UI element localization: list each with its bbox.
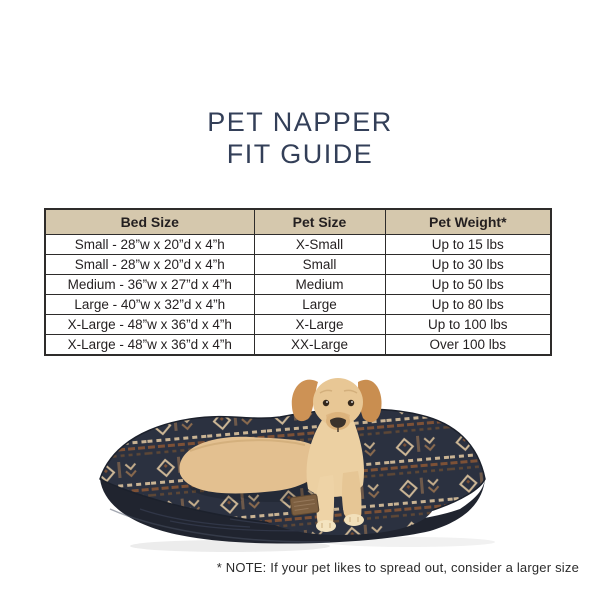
title-line-2: FIT GUIDE xyxy=(226,139,374,169)
pet-size-cell: X-Small xyxy=(254,235,385,255)
table-row xyxy=(45,275,551,295)
pet-weight-cell: Up to 100 lbs xyxy=(385,315,551,335)
fit-guide-table xyxy=(44,208,552,356)
pet-size-cell: Medium xyxy=(254,275,385,295)
column-header-bed-size: Bed Size xyxy=(45,209,254,235)
table-row xyxy=(45,335,551,356)
column-header-pet-weight: Pet Weight* xyxy=(385,209,551,235)
column-header-pet-size: Pet Size xyxy=(254,209,385,235)
bed-size-cell: X-Large - 48”w x 36”d x 4”h xyxy=(45,315,254,335)
title-line-1: PET NAPPER xyxy=(207,107,393,137)
product-photo xyxy=(80,358,525,555)
pet-size-cell: X-Large xyxy=(254,315,385,335)
pet-size-cell: Small xyxy=(254,255,385,275)
bed-size-cell: Medium - 36”w x 27”d x 4”h xyxy=(45,275,254,295)
bed-size-cell: X-Large - 48”w x 36”d x 4”h xyxy=(45,335,254,356)
pet-weight-cell: Up to 80 lbs xyxy=(385,295,551,315)
pet-size-cell: XX-Large xyxy=(254,335,385,356)
pet-weight-cell: Up to 15 lbs xyxy=(385,235,551,255)
table-row xyxy=(45,315,551,335)
bed-tag xyxy=(290,494,319,516)
bed-size-cell: Small - 28”w x 20”d x 4”h xyxy=(45,235,254,255)
bed-size-cell: Small - 28”w x 20”d x 4”h xyxy=(45,255,254,275)
size-note: * NOTE: If your pet likes to spread out, consider a larger size xyxy=(216,560,579,575)
table-row xyxy=(45,295,551,315)
bed-size-cell: Large - 40”w x 32”d x 4”h xyxy=(45,295,254,315)
dog-on-bed-illustration xyxy=(80,358,525,555)
pet-weight-cell: Up to 50 lbs xyxy=(385,275,551,295)
pet-weight-cell: Over 100 lbs xyxy=(385,335,551,356)
pet-size-cell: Large xyxy=(254,295,385,315)
table-row xyxy=(45,255,551,275)
page-title xyxy=(0,106,600,170)
table-row xyxy=(45,235,551,255)
table-header-row xyxy=(45,209,551,235)
pet-weight-cell: Up to 30 lbs xyxy=(385,255,551,275)
